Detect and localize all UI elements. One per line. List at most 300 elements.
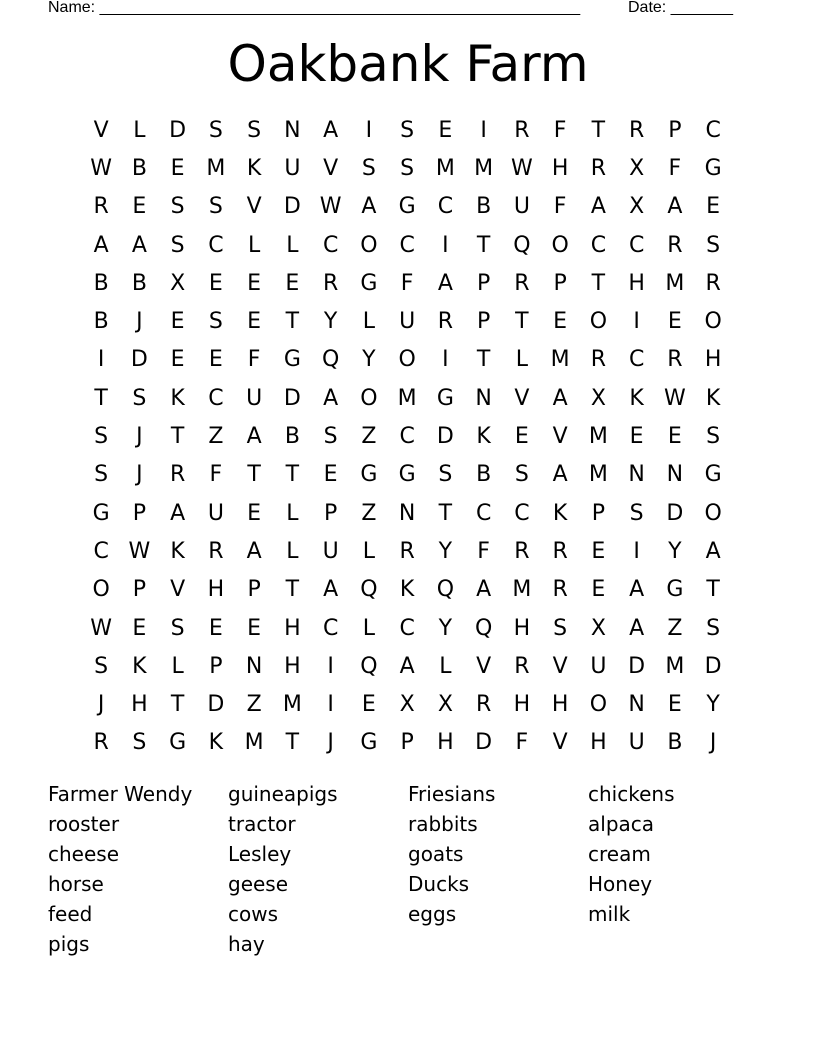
grid-letter: P <box>132 500 147 526</box>
grid-letter: U <box>399 309 416 335</box>
grid-letter: E <box>170 309 185 335</box>
grid-letter: F <box>515 730 529 756</box>
word-list-item: rabbits <box>408 812 478 836</box>
grid-letter: I <box>442 232 449 258</box>
grid-letter: R <box>705 270 721 296</box>
grid-letter: G <box>666 577 684 603</box>
grid-letter: X <box>629 194 645 220</box>
grid-letter: D <box>666 500 684 526</box>
grid-letter: V <box>170 577 186 603</box>
grid-letter: C <box>208 232 224 258</box>
grid-letter: E <box>247 270 262 296</box>
grid-letter: Y <box>438 538 453 564</box>
grid-letter: G <box>360 730 378 756</box>
grid-letter: A <box>437 270 453 296</box>
word-list-item: goats <box>408 842 464 866</box>
grid-letter: P <box>400 730 414 756</box>
word-search-grid <box>82 111 732 762</box>
grid-letter: M <box>588 424 608 450</box>
grid-letter: O <box>92 577 110 603</box>
grid-letter: L <box>286 538 299 564</box>
grid-letter: H <box>513 615 531 641</box>
grid-letter: D <box>169 117 187 143</box>
grid-letter: K <box>705 385 721 411</box>
grid-letter: C <box>475 500 492 526</box>
grid-letter: V <box>246 194 262 220</box>
grid-letter: R <box>322 270 339 296</box>
grid-letter: S <box>706 615 721 641</box>
grid-letter: S <box>438 462 453 488</box>
word-list-item: cows <box>228 902 279 926</box>
grid-letter: A <box>246 538 262 564</box>
grid-letter: I <box>97 347 105 373</box>
grid-letter: S <box>400 117 415 143</box>
grid-letter: D <box>283 385 301 411</box>
grid-letter: R <box>590 347 607 373</box>
grid-letter: Q <box>360 577 378 603</box>
grid-letter: X <box>590 615 606 641</box>
grid-letter: Z <box>361 424 377 450</box>
grid-letter: V <box>323 155 339 181</box>
grid-letter: F <box>668 155 682 181</box>
grid-letter: L <box>286 500 299 526</box>
grid-letter: Y <box>668 538 682 564</box>
grid-letter: D <box>207 692 225 718</box>
grid-letter: E <box>208 615 223 641</box>
grid-letter: Z <box>361 500 377 526</box>
grid-letter: W <box>663 385 686 411</box>
grid-letter: M <box>474 155 494 181</box>
grid-letter: M <box>665 653 685 679</box>
grid-letter: S <box>400 155 415 181</box>
grid-letter: U <box>207 500 224 526</box>
grid-letter: V <box>93 117 109 143</box>
grid-letter: E <box>170 347 185 373</box>
grid-letter: S <box>94 462 109 488</box>
grid-letter: B <box>667 730 683 756</box>
grid-letter: E <box>323 462 338 488</box>
grid-letter: T <box>170 692 185 718</box>
grid-letter: I <box>327 692 334 718</box>
grid-letter: E <box>247 615 262 641</box>
word-list-item: horse <box>48 872 104 896</box>
grid-letter: E <box>247 500 262 526</box>
grid-letter: H <box>704 347 722 373</box>
grid-letter: S <box>208 309 223 335</box>
grid-letter: T <box>285 462 300 488</box>
word-list-item: Friesians <box>408 782 496 806</box>
grid-letter: O <box>704 500 722 526</box>
grid-letter: D <box>475 730 493 756</box>
grid-letter: A <box>399 653 415 679</box>
grid-letter: U <box>590 653 607 679</box>
page-title: Oakbank Farm <box>227 35 589 93</box>
word-list-item: Lesley <box>228 842 292 866</box>
grid-letter: L <box>362 615 375 641</box>
grid-letter: M <box>550 347 570 373</box>
grid-letter: P <box>476 270 491 296</box>
grid-letter: N <box>398 500 416 526</box>
word-list-item: pigs <box>48 932 90 956</box>
grid-letter: Y <box>438 615 453 641</box>
grid-letter: T <box>94 385 108 411</box>
grid-letter: C <box>399 424 415 450</box>
grid-letter: M <box>206 155 226 181</box>
grid-letter: G <box>360 270 378 296</box>
grid-letter: A <box>93 232 109 258</box>
grid-letter: L <box>515 347 528 373</box>
grid-letter: C <box>437 194 454 220</box>
grid-letter: A <box>323 117 339 143</box>
grid-letter: E <box>247 309 262 335</box>
grid-letter: D <box>704 653 722 679</box>
grid-letter: J <box>136 462 143 488</box>
grid-letter: G <box>398 194 416 220</box>
grid-letter: B <box>476 194 492 220</box>
grid-letter: T <box>515 309 529 335</box>
grid-letter: A <box>170 500 186 526</box>
grid-letter: J <box>136 424 143 450</box>
grid-letter: M <box>435 155 455 181</box>
grid-letter: U <box>284 155 301 181</box>
grid-letter: O <box>589 309 608 335</box>
grid-letter: V <box>552 424 568 450</box>
worksheet-header <box>48 0 748 18</box>
grid-letter: V <box>552 730 568 756</box>
grid-letter: V <box>514 385 530 411</box>
grid-letter: N <box>628 692 645 718</box>
grid-letter: E <box>361 692 376 718</box>
grid-letter: O <box>589 692 608 718</box>
grid-letter: L <box>362 538 375 564</box>
grid-letter: A <box>323 577 339 603</box>
grid-letter: C <box>208 385 224 411</box>
name-field-label: Name: ______________________________________________________ <box>48 0 581 16</box>
grid-letter: Y <box>706 692 720 718</box>
grid-letter: E <box>208 270 223 296</box>
grid-letter: D <box>283 194 301 220</box>
grid-letter: E <box>208 347 223 373</box>
grid-letter: J <box>709 730 717 756</box>
grid-letter: K <box>399 577 415 603</box>
grid-letter: R <box>667 347 683 373</box>
grid-letter: X <box>629 155 645 181</box>
grid-letter: W <box>319 194 342 220</box>
grid-letter: E <box>514 424 529 450</box>
grid-letter: V <box>476 653 492 679</box>
grid-letter: R <box>475 692 492 718</box>
grid-letter: B <box>131 270 147 296</box>
grid-letter: Y <box>323 309 338 335</box>
grid-letter: R <box>399 538 415 564</box>
grid-letter: A <box>629 615 645 641</box>
grid-letter: Q <box>474 615 493 641</box>
grid-letter: C <box>628 232 645 258</box>
grid-letter: E <box>706 194 721 220</box>
grid-letter: E <box>629 424 644 450</box>
grid-letter: C <box>322 615 339 641</box>
grid-letter: T <box>285 730 300 756</box>
word-list-item: tractor <box>228 812 296 836</box>
grid-letter: S <box>170 194 185 220</box>
grid-letter: F <box>247 347 261 373</box>
grid-letter: G <box>169 730 187 756</box>
grid-letter: G <box>704 155 722 181</box>
grid-letter: S <box>170 615 185 641</box>
grid-letter: T <box>438 500 453 526</box>
grid-letter: M <box>588 462 608 488</box>
grid-letter: A <box>246 424 262 450</box>
word-list-item: milk <box>588 902 631 926</box>
grid-letter: P <box>209 653 223 679</box>
grid-letter: M <box>512 577 532 603</box>
grid-letter: F <box>400 270 414 296</box>
grid-letter: D <box>628 653 646 679</box>
grid-letter: Z <box>246 692 262 718</box>
grid-letter: X <box>437 692 453 718</box>
grid-letter: E <box>667 424 682 450</box>
grid-letter: C <box>399 615 415 641</box>
word-list-item: alpaca <box>588 812 655 836</box>
grid-letter: H <box>513 692 531 718</box>
grid-letter: O <box>398 347 416 373</box>
grid-letter: S <box>208 194 223 220</box>
date-field-label: Date: _______ <box>628 0 733 16</box>
grid-letter: H <box>628 270 645 296</box>
grid-letter: L <box>362 309 375 335</box>
grid-letter: L <box>247 232 261 258</box>
grid-letter: F <box>553 194 567 220</box>
grid-letter: P <box>553 270 567 296</box>
grid-letter: R <box>437 309 454 335</box>
grid-letter: W <box>90 615 112 641</box>
grid-letter: J <box>136 309 143 335</box>
word-list-item: Ducks <box>408 872 470 896</box>
grid-letter: G <box>360 462 378 488</box>
grid-letter: V <box>552 653 568 679</box>
grid-letter: T <box>476 347 491 373</box>
grid-letter: A <box>131 232 147 258</box>
grid-letter: D <box>130 347 148 373</box>
grid-letter: S <box>553 615 568 641</box>
word-list-item: eggs <box>408 902 457 926</box>
grid-letter: A <box>629 577 645 603</box>
grid-letter: H <box>590 730 607 756</box>
grid-letter: C <box>322 232 339 258</box>
grid-letter: E <box>591 538 606 564</box>
grid-letter: S <box>132 385 147 411</box>
grid-letter: R <box>208 538 224 564</box>
grid-letter: A <box>552 462 568 488</box>
grid-letter: C <box>93 538 109 564</box>
grid-letter: I <box>480 117 487 143</box>
grid-letter: N <box>284 117 301 143</box>
grid-letter: T <box>591 270 606 296</box>
grid-letter: S <box>247 117 262 143</box>
grid-letter: C <box>628 347 645 373</box>
word-list-item: geese <box>228 872 289 896</box>
word-list-item: feed <box>48 902 93 926</box>
grid-letter: I <box>633 309 640 335</box>
grid-letter: D <box>436 424 454 450</box>
grid-letter: O <box>360 232 378 258</box>
grid-letter: S <box>706 424 721 450</box>
grid-letter: S <box>94 424 109 450</box>
grid-letter: H <box>284 615 301 641</box>
grid-letter: P <box>323 500 338 526</box>
grid-letter: Z <box>208 424 224 450</box>
grid-letter: T <box>170 424 185 450</box>
grid-letter: R <box>667 232 683 258</box>
grid-letter: L <box>133 117 146 143</box>
grid-letter: U <box>513 194 530 220</box>
grid-letter: Q <box>360 653 378 679</box>
grid-letter: S <box>514 462 529 488</box>
grid-letter: Q <box>436 577 455 603</box>
grid-letter: O <box>360 385 378 411</box>
grid-letter: P <box>132 577 147 603</box>
grid-letter: A <box>590 194 606 220</box>
grid-letter: N <box>628 462 645 488</box>
grid-letter: H <box>551 692 569 718</box>
grid-letter: U <box>246 385 263 411</box>
grid-letter: S <box>170 232 185 258</box>
grid-letter: Q <box>321 347 340 373</box>
grid-letter: E <box>285 270 300 296</box>
grid-letter: S <box>132 730 147 756</box>
grid-letter: A <box>552 385 568 411</box>
grid-letter: R <box>590 155 607 181</box>
grid-letter: S <box>361 155 376 181</box>
grid-letter: R <box>169 462 186 488</box>
grid-letter: U <box>628 730 645 756</box>
grid-letter: X <box>399 692 415 718</box>
word-list-item: rooster <box>48 812 120 836</box>
grid-letter: R <box>93 194 109 220</box>
grid-letter: E <box>438 117 453 143</box>
grid-letter: M <box>282 692 302 718</box>
grid-letter: K <box>132 653 147 679</box>
grid-letter: M <box>397 385 417 411</box>
grid-letter: S <box>629 500 644 526</box>
grid-letter: J <box>327 730 334 756</box>
grid-letter: L <box>171 653 184 679</box>
grid-letter: E <box>667 692 682 718</box>
grid-letter: R <box>514 538 530 564</box>
grid-letter: A <box>361 194 377 220</box>
grid-letter: T <box>591 117 606 143</box>
word-list-item: Honey <box>588 872 653 896</box>
grid-letter: G <box>704 462 722 488</box>
grid-letter: W <box>128 538 151 564</box>
grid-letter: P <box>668 117 682 143</box>
grid-letter: C <box>514 500 530 526</box>
word-list-item: hay <box>228 932 265 956</box>
grid-letter: E <box>132 615 147 641</box>
grid-letter: O <box>551 232 569 258</box>
grid-letter: N <box>475 385 492 411</box>
grid-letter: R <box>552 538 568 564</box>
grid-letter: O <box>704 309 722 335</box>
grid-letter: N <box>666 462 684 488</box>
grid-letter: P <box>476 309 491 335</box>
grid-letter: S <box>208 117 223 143</box>
grid-letter: F <box>209 462 223 488</box>
grid-letter: A <box>323 385 339 411</box>
grid-letter: G <box>436 385 454 411</box>
grid-letter: K <box>170 538 185 564</box>
grid-letter: X <box>170 270 186 296</box>
word-list-item: cream <box>588 842 651 866</box>
grid-letter: Q <box>513 232 531 258</box>
grid-letter: I <box>633 538 640 564</box>
grid-letter: T <box>247 462 261 488</box>
grid-letter: M <box>244 730 264 756</box>
grid-letter: E <box>132 194 147 220</box>
grid-letter: P <box>247 577 261 603</box>
grid-letter: Y <box>362 347 376 373</box>
grid-letter: C <box>399 232 415 258</box>
word-list-item: guineapigs <box>228 782 338 806</box>
grid-letter: X <box>590 385 606 411</box>
grid-letter: T <box>476 232 491 258</box>
grid-letter: T <box>285 577 300 603</box>
grid-letter: H <box>551 155 569 181</box>
grid-letter: S <box>94 653 109 679</box>
grid-letter: K <box>170 385 185 411</box>
grid-letter: W <box>90 155 112 181</box>
grid-letter: K <box>208 730 224 756</box>
grid-letter: B <box>131 155 147 181</box>
grid-letter: R <box>628 117 645 143</box>
grid-letter: K <box>552 500 568 526</box>
grid-letter: R <box>93 730 109 756</box>
grid-letter: G <box>398 462 416 488</box>
grid-letter: B <box>93 309 109 335</box>
word-list-item: Farmer Wendy <box>48 782 193 806</box>
grid-letter: J <box>97 692 105 718</box>
grid-letter: E <box>591 577 606 603</box>
grid-letter: F <box>477 538 490 564</box>
grid-letter: R <box>552 577 568 603</box>
grid-letter: H <box>131 692 148 718</box>
grid-letter: S <box>706 232 721 258</box>
grid-letter: C <box>705 117 721 143</box>
grid-letter: C <box>590 232 607 258</box>
grid-letter: H <box>437 730 454 756</box>
grid-letter: I <box>365 117 373 143</box>
grid-letter: H <box>284 653 301 679</box>
grid-letter: A <box>476 577 492 603</box>
word-list-item: cheese <box>48 842 120 866</box>
grid-letter: T <box>706 577 720 603</box>
grid-letter: E <box>553 309 568 335</box>
grid-letter: K <box>629 385 644 411</box>
grid-letter: B <box>476 462 492 488</box>
grid-letter: G <box>92 500 110 526</box>
grid-letter: U <box>322 538 339 564</box>
grid-letter: A <box>667 194 683 220</box>
grid-letter: I <box>327 653 334 679</box>
grid-letter: K <box>246 155 262 181</box>
grid-letter: H <box>207 577 225 603</box>
grid-letter: E <box>667 309 682 335</box>
grid-letter: B <box>284 424 300 450</box>
grid-letter: L <box>439 653 452 679</box>
grid-letter: B <box>93 270 109 296</box>
grid-letter: N <box>245 653 263 679</box>
grid-letter: K <box>476 424 491 450</box>
